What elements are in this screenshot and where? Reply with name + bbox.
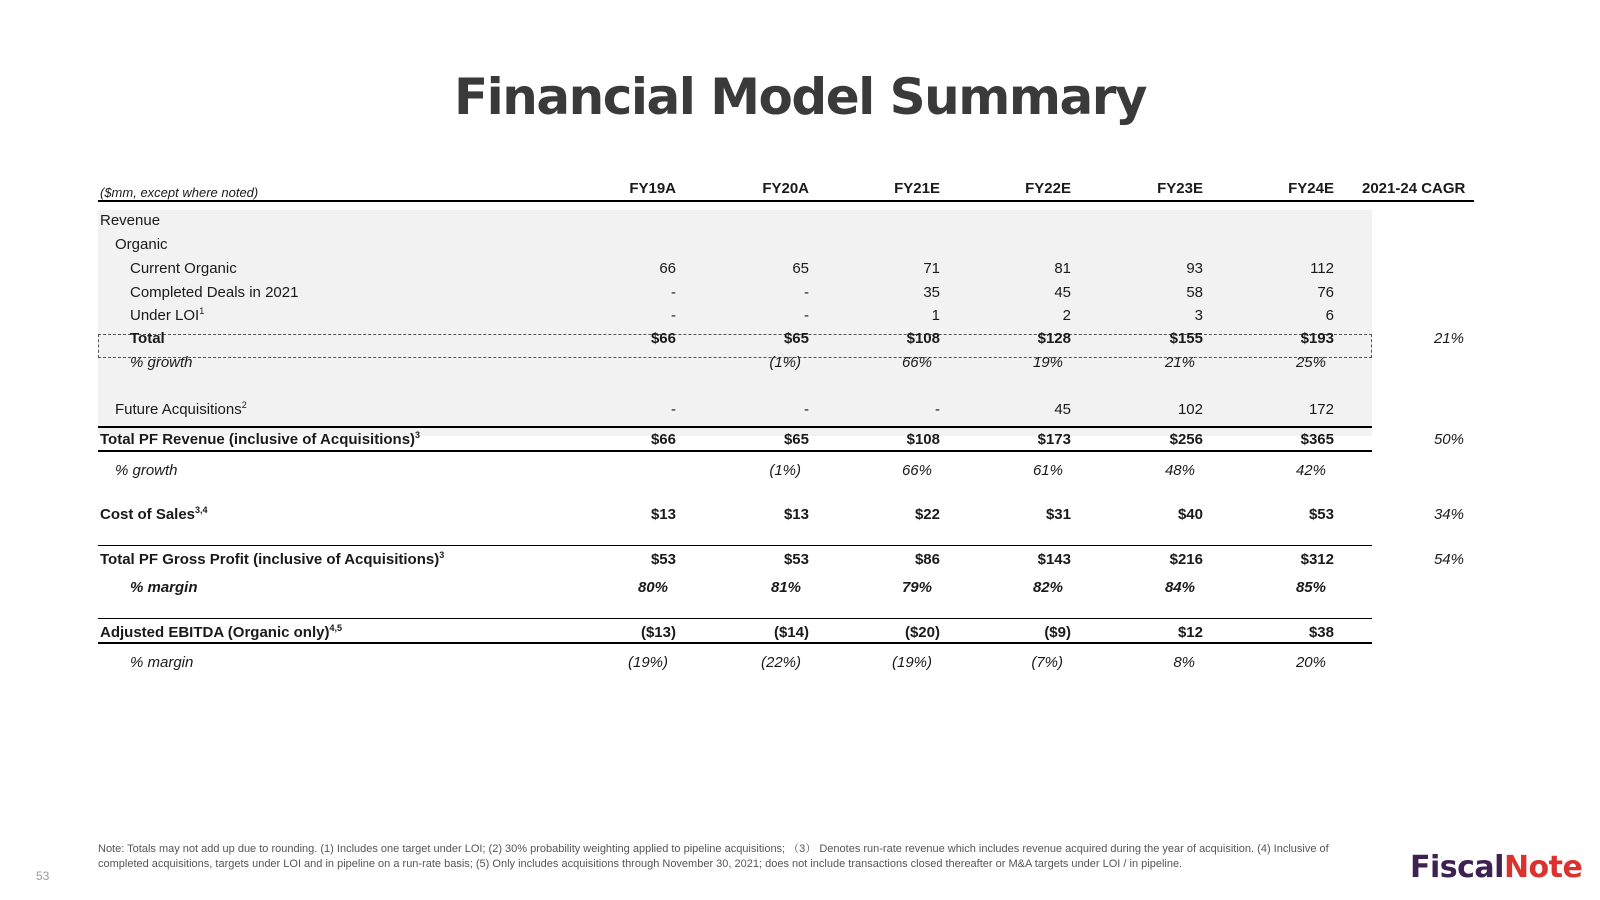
row-label-completed-deals [130, 284, 298, 302]
cell-total-fy23e: $155 [1169, 330, 1203, 347]
header-rule [98, 200, 1474, 202]
cell-total-pf-revenue-fy22e: $173 [1037, 431, 1071, 448]
cell-future-acq-fy21e: - [935, 401, 940, 418]
row-label-text: Organic [115, 236, 168, 253]
cell-current-organic-fy20a: 65 [792, 260, 809, 277]
column-header-fy22e: FY22E [1025, 180, 1071, 197]
row-label-text: Completed Deals in 2021 [130, 284, 299, 301]
row-label-text: % margin [130, 579, 198, 596]
footnote-marker: 3 [439, 550, 445, 560]
row-label-cost-of-sales [100, 506, 208, 524]
footnote-marker: 4,5 [329, 623, 342, 633]
cell-under-loi-fy21e: 1 [931, 307, 940, 324]
cell-total-fy20a: $65 [783, 330, 809, 347]
row-label-text: Total [130, 330, 165, 347]
row-label-total-pf-revenue [100, 431, 420, 449]
row-label-total [130, 330, 165, 348]
cell-gross-profit-fy24e: $312 [1300, 551, 1334, 568]
ebitda-bottom-rule [98, 642, 1372, 644]
row-label-text: Current Organic [130, 260, 237, 277]
cell-total-growth-fy21e: 66% [901, 354, 932, 371]
logo-part-1: Fiscal [1410, 850, 1504, 885]
row-label-adj-ebitda [100, 624, 342, 642]
row-label-future-acq [115, 401, 247, 419]
column-header-fy21e: FY21E [894, 180, 940, 197]
cell-pf-growth-fy22e: 61% [1032, 462, 1063, 479]
financial-table [98, 180, 1508, 700]
cell-gross-profit-fy21e: $86 [914, 551, 940, 568]
cell-total-pf-revenue-fy20a: $65 [783, 431, 809, 448]
cell-completed-deals-fy22e: 45 [1054, 284, 1071, 301]
cell-under-loi-fy23e: 3 [1194, 307, 1203, 324]
cell-gross-margin-fy22e: 82% [1032, 579, 1063, 596]
cell-adj-ebitda-fy19a: ($13) [640, 624, 676, 641]
cell-completed-deals-fy23e: 58 [1186, 284, 1203, 301]
row-label-under-loi [130, 307, 204, 325]
cell-ebitda-margin-fy21e: (19%) [891, 654, 932, 671]
row-label-organic [115, 236, 168, 254]
cell-ebitda-margin-fy23e: 8% [1173, 654, 1195, 671]
cell-gross-profit-fy19a: $53 [650, 551, 676, 568]
cell-gross-profit-fy20a: $53 [783, 551, 809, 568]
cell-under-loi-fy20a: - [804, 307, 809, 324]
cell-ebitda-margin-fy19a: (19%) [627, 654, 668, 671]
cell-adj-ebitda-fy22e: ($9) [1044, 624, 1071, 641]
cell-cost-of-sales-fy24e: $53 [1308, 506, 1334, 523]
row-label-text: Under LOI [130, 307, 200, 324]
column-header-fy20a: FY20A [762, 180, 809, 197]
cell-total-growth-fy23e: 21% [1164, 354, 1195, 371]
cell-gross-margin-fy20a: 81% [770, 579, 801, 596]
cell-ebitda-margin-fy22e: (7%) [1031, 654, 1063, 671]
cell-cost-of-sales-fy20a: $13 [783, 506, 809, 523]
row-label-text: Revenue [100, 212, 161, 229]
cell-total-pf-revenue-fy24e: $365 [1300, 431, 1334, 448]
cagr-total-pf-revenue: 50% [1433, 431, 1464, 448]
row-label-text: % growth [130, 354, 193, 371]
cell-current-organic-fy19a: 66 [659, 260, 676, 277]
logo-part-2: Note [1503, 850, 1583, 885]
cell-gross-profit-fy22e: $143 [1037, 551, 1071, 568]
column-header-fy19a: FY19A [629, 180, 676, 197]
row-label-current-organic [130, 260, 237, 278]
cell-under-loi-fy19a: - [671, 307, 676, 324]
cell-ebitda-margin-fy24e: 20% [1295, 654, 1326, 671]
cell-total-fy22e: $128 [1037, 330, 1071, 347]
row-label-ebitda-margin [130, 654, 193, 672]
cell-future-acq-fy24e: 172 [1308, 401, 1334, 418]
cell-cost-of-sales-fy19a: $13 [650, 506, 676, 523]
cagr-header: 2021-24 CAGR [1362, 180, 1466, 197]
gross-profit-rule [98, 545, 1372, 546]
cell-adj-ebitda-fy20a: ($14) [773, 624, 809, 641]
row-label-text: % growth [115, 462, 178, 479]
cell-ebitda-margin-fy20a: (22%) [760, 654, 801, 671]
page-number: 53 [36, 869, 50, 883]
cell-completed-deals-fy19a: - [671, 284, 676, 301]
footnote-marker: 3,4 [195, 505, 208, 515]
row-label-text: Cost of Sales [100, 506, 196, 523]
row-label-pf-growth [115, 462, 178, 480]
cell-completed-deals-fy20a: - [804, 284, 809, 301]
cell-gross-margin-fy21e: 79% [901, 579, 932, 596]
row-label-text: % margin [130, 654, 194, 671]
cell-future-acq-fy20a: - [804, 401, 809, 418]
page-title: Financial Model Summary [454, 68, 1146, 126]
cell-under-loi-fy22e: 2 [1062, 307, 1071, 324]
cell-cost-of-sales-fy21e: $22 [914, 506, 940, 523]
cell-current-organic-fy21e: 71 [923, 260, 940, 277]
ebitda-top-rule [98, 618, 1372, 619]
cell-cost-of-sales-fy23e: $40 [1177, 506, 1203, 523]
column-header-fy23e: FY23E [1157, 180, 1203, 197]
cell-total-growth-fy20a: (1%) [769, 354, 801, 371]
cell-adj-ebitda-fy23e: $12 [1177, 624, 1203, 641]
cell-pf-growth-fy21e: 66% [901, 462, 932, 479]
footnote-marker: 2 [241, 400, 247, 410]
row-label-text: Adjusted EBITDA (Organic only) [100, 624, 330, 641]
cell-current-organic-fy22e: 81 [1054, 260, 1071, 277]
row-label-text: Total PF Gross Profit (inclusive of Acquisitions) [100, 551, 440, 568]
pf-revenue-top-rule [98, 426, 1372, 428]
cell-total-growth-fy24e: 25% [1295, 354, 1326, 371]
column-header-fy24e: FY24E [1288, 180, 1334, 197]
cell-total-fy21e: $108 [906, 330, 940, 347]
cagr-total: 21% [1433, 330, 1464, 347]
cell-pf-growth-fy23e: 48% [1164, 462, 1195, 479]
cell-gross-margin-fy23e: 84% [1164, 579, 1195, 596]
cell-gross-profit-fy23e: $216 [1169, 551, 1203, 568]
footnote: Note: Totals may not add up due to rounding. (1) Includes one target under LOI; (2) 30% probability weighting applied to pipeline acquisitions; （3） Denotes run-rate revenue which includes revenue acquired during the year of acquisition. (4) Inclusive of completed acquisitions, targets under LOI and in pipeline on a run-rate basis; (5) Only includes acquisitions through November 30, 2021; does not include transactions closed thereafter or M&A targets under LOI / in pipeline. [98, 843, 1329, 870]
cell-gross-margin-fy24e: 85% [1295, 579, 1326, 596]
cell-gross-margin-fy19a: 80% [637, 579, 668, 596]
cell-future-acq-fy23e: 102 [1177, 401, 1203, 418]
cell-future-acq-fy22e: 45 [1054, 401, 1071, 418]
row-label-text: Total PF Revenue (inclusive of Acquisitions) [100, 431, 416, 448]
cell-adj-ebitda-fy24e: $38 [1308, 624, 1334, 641]
cell-cost-of-sales-fy22e: $31 [1045, 506, 1071, 523]
cell-completed-deals-fy24e: 76 [1317, 284, 1334, 301]
cell-total-fy24e: $193 [1300, 330, 1334, 347]
cell-total-pf-revenue-fy21e: $108 [906, 431, 940, 448]
cell-current-organic-fy24e: 112 [1310, 260, 1334, 277]
cagr-cost-of-sales: 34% [1433, 506, 1464, 523]
cell-total-growth-fy22e: 19% [1032, 354, 1063, 371]
row-label-revenue [100, 212, 160, 230]
footnote-marker: 1 [199, 306, 205, 316]
cell-pf-growth-fy24e: 42% [1295, 462, 1326, 479]
cell-total-pf-revenue-fy23e: $256 [1169, 431, 1203, 448]
row-label-total-growth [130, 354, 193, 372]
cell-pf-growth-fy20a: (1%) [769, 462, 801, 479]
cell-future-acq-fy19a: - [671, 401, 676, 418]
cell-completed-deals-fy21e: 35 [923, 284, 940, 301]
cagr-gross-profit: 54% [1433, 551, 1464, 568]
row-label-gross-margin [130, 579, 198, 597]
row-label-text: Future Acquisitions [115, 401, 242, 418]
cell-total-pf-revenue-fy19a: $66 [650, 431, 676, 448]
cell-current-organic-fy23e: 93 [1186, 260, 1203, 277]
footnote-marker: 3 [415, 430, 421, 440]
pf-revenue-bottom-rule [98, 450, 1372, 452]
cell-under-loi-fy24e: 6 [1325, 307, 1334, 324]
cell-adj-ebitda-fy21e: ($20) [904, 624, 940, 641]
fiscalnote-logo [1410, 850, 1582, 885]
cell-total-fy19a: $66 [650, 330, 676, 347]
units-note: ($mm, except where noted) [100, 185, 259, 200]
row-label-gross-profit [100, 551, 444, 569]
